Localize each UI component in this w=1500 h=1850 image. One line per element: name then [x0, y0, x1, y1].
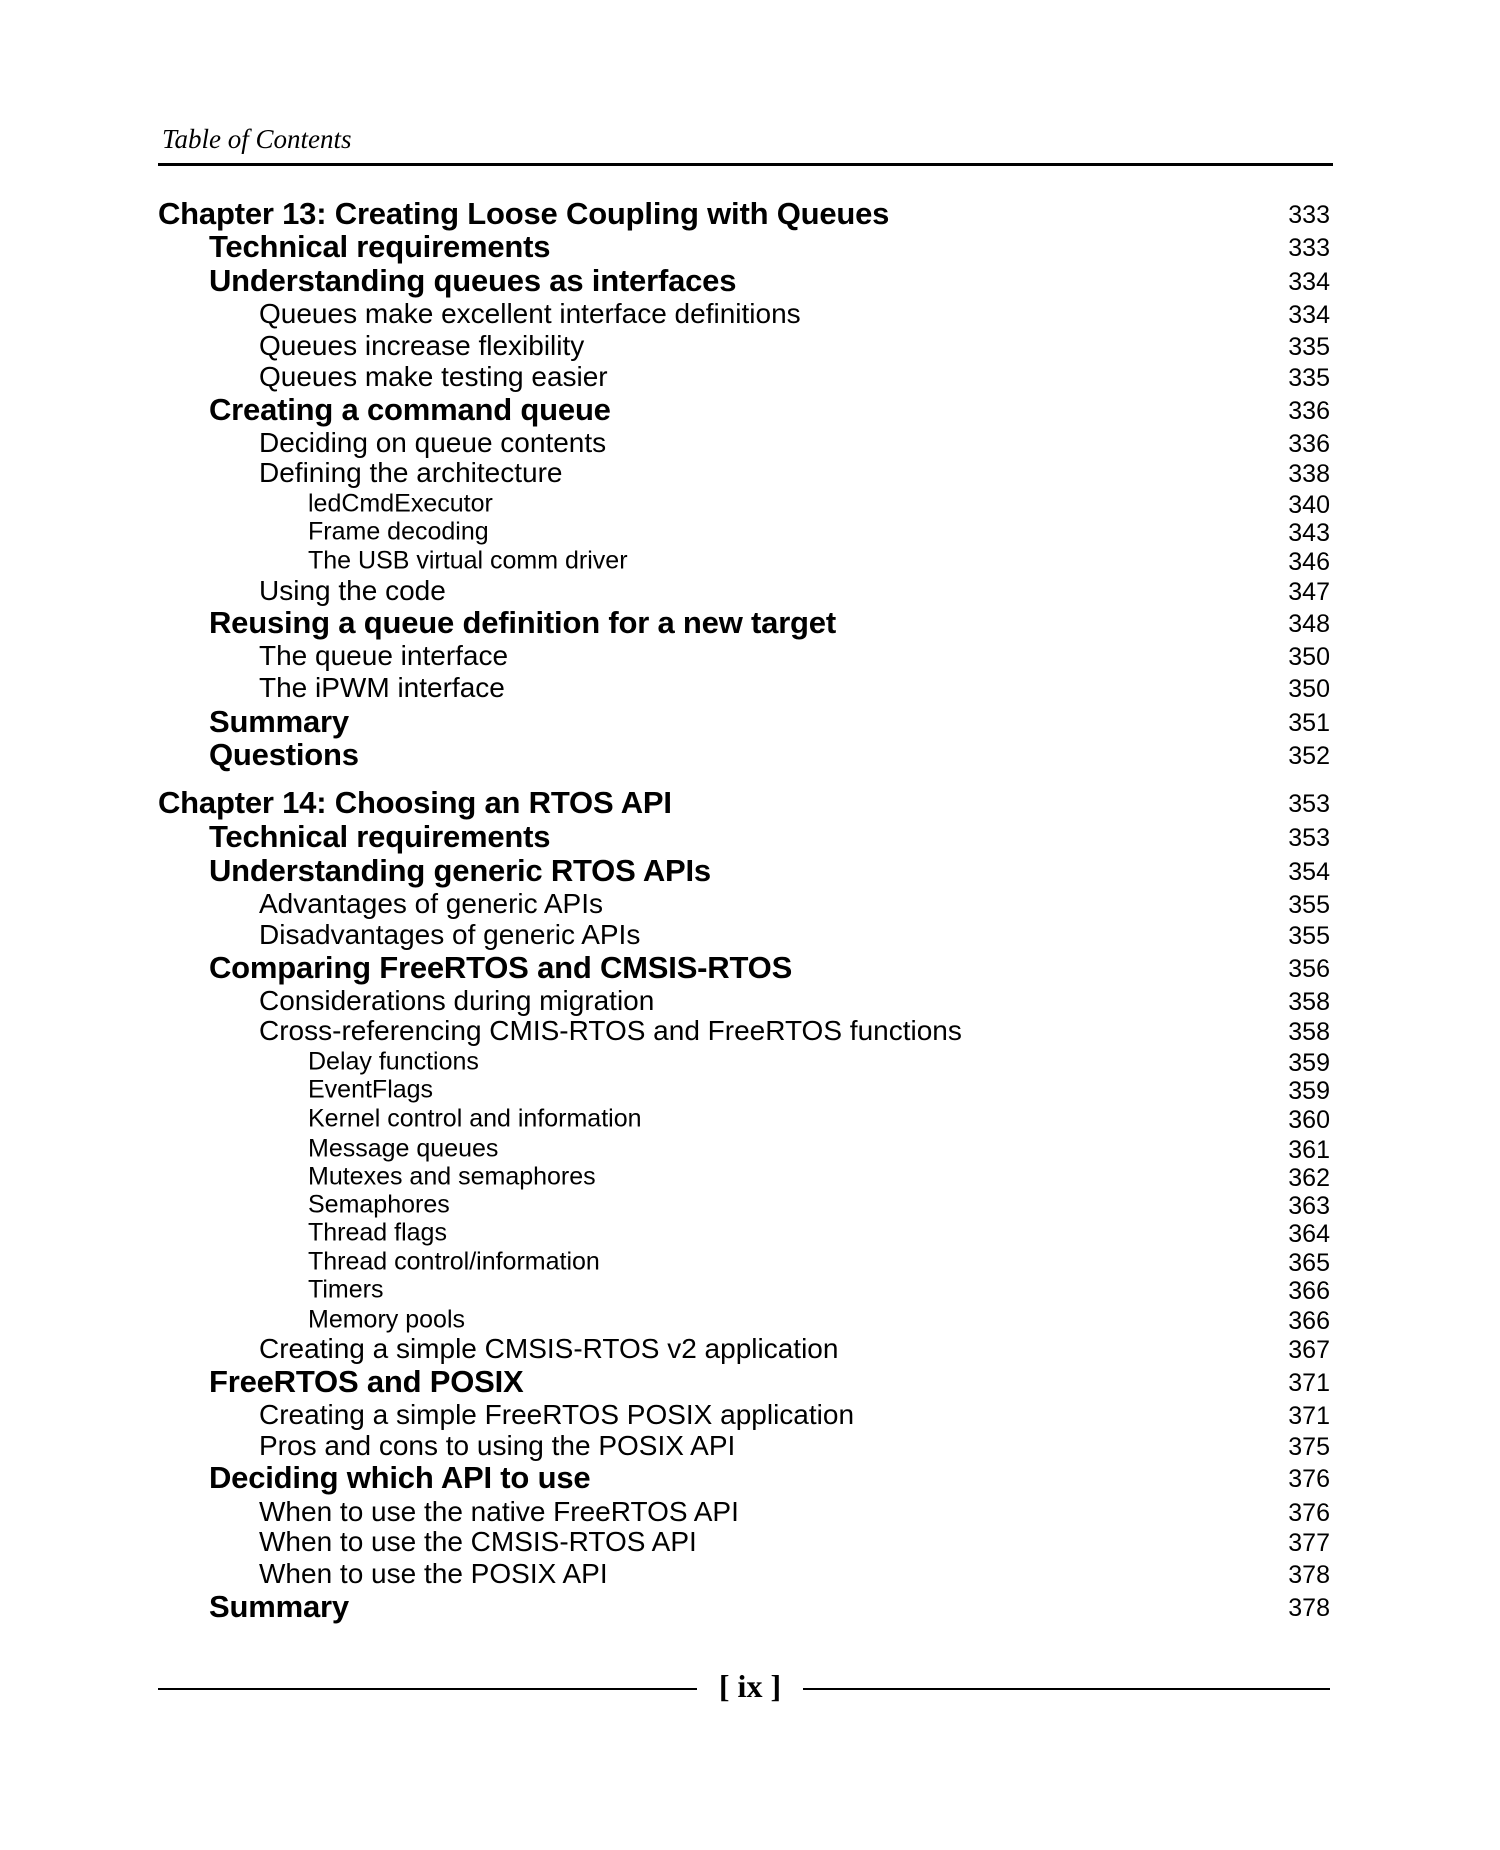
toc-entry-page[interactable]: 378: [1288, 1593, 1330, 1622]
toc-entry-page[interactable]: 353: [1288, 823, 1330, 852]
toc-entry-page[interactable]: 338: [1288, 459, 1330, 488]
toc-entry-title[interactable]: Thread flags: [308, 1218, 447, 1247]
toc-entry-page[interactable]: 352: [1288, 741, 1330, 770]
page-footer: [0, 1668, 1500, 1705]
toc-entry-title[interactable]: Queues make testing easier: [259, 361, 608, 392]
toc-entry-title[interactable]: When to use the POSIX API: [259, 1558, 608, 1589]
toc-entry-page[interactable]: 333: [1288, 233, 1330, 262]
toc-entry-title[interactable]: Chapter 14: Choosing an RTOS API: [158, 785, 672, 820]
toc-entry-page[interactable]: 362: [1288, 1163, 1330, 1192]
toc-entry-page[interactable]: 359: [1288, 1048, 1330, 1077]
toc-entry-page[interactable]: 367: [1288, 1335, 1330, 1364]
toc-entry-title[interactable]: EventFlags: [308, 1075, 434, 1104]
toc-entry-title[interactable]: Message queues: [308, 1134, 499, 1163]
header-rule: [158, 163, 1333, 166]
toc-entry-page[interactable]: 354: [1288, 857, 1330, 886]
toc-entry-page[interactable]: 365: [1288, 1248, 1330, 1277]
toc-entry-page[interactable]: 356: [1288, 954, 1330, 983]
toc-entry-page[interactable]: 336: [1288, 396, 1330, 425]
toc-entry-title[interactable]: Summary: [209, 1589, 349, 1624]
toc-entry-title[interactable]: Understanding queues as interfaces: [209, 263, 737, 298]
toc-entry-title[interactable]: Deciding which API to use: [209, 1460, 591, 1495]
toc-entry-title[interactable]: When to use the native FreeRTOS API: [259, 1496, 739, 1527]
toc-entry-title[interactable]: Summary: [209, 704, 349, 739]
toc-entry-title[interactable]: Reusing a queue definition for a new target: [209, 605, 836, 640]
toc-entry-page[interactable]: 355: [1288, 890, 1330, 919]
toc-entry-title[interactable]: Disadvantages of generic APIs: [259, 919, 641, 950]
toc-entry-title[interactable]: Queues increase flexibility: [259, 330, 585, 361]
toc-entry-title[interactable]: Technical requirements: [209, 229, 551, 264]
toc-entry-title[interactable]: Technical requirements: [209, 819, 551, 854]
toc-entry-title[interactable]: Creating a simple FreeRTOS POSIX application: [259, 1399, 855, 1430]
toc-entry-page[interactable]: 363: [1288, 1191, 1330, 1220]
toc-entry-title[interactable]: FreeRTOS and POSIX: [209, 1364, 524, 1399]
toc-entry-page[interactable]: 350: [1288, 674, 1330, 703]
toc-entry-title[interactable]: Thread control/information: [308, 1247, 600, 1276]
toc-entry-title[interactable]: Deciding on queue contents: [259, 427, 607, 458]
toc-entry-page[interactable]: 346: [1288, 547, 1330, 576]
toc-entry-page[interactable]: 361: [1288, 1135, 1330, 1164]
toc-entry-title[interactable]: Mutexes and semaphores: [308, 1162, 596, 1191]
toc-entry-page[interactable]: 377: [1288, 1528, 1330, 1557]
toc-entry-title[interactable]: Using the code: [259, 575, 446, 606]
toc-entry-title[interactable]: Queues make excellent interface definitions: [259, 298, 801, 329]
toc-entry-title[interactable]: Pros and cons to using the POSIX API: [259, 1430, 736, 1461]
toc-entry-page[interactable]: 371: [1288, 1401, 1330, 1430]
toc-entry-page[interactable]: 358: [1288, 987, 1330, 1016]
toc-entry-title[interactable]: Creating a command queue: [209, 392, 611, 427]
toc-entry-page[interactable]: 350: [1288, 642, 1330, 671]
toc-entry-title[interactable]: Questions: [209, 737, 359, 772]
toc-entry-page[interactable]: 375: [1288, 1432, 1330, 1461]
toc-entry-page[interactable]: 336: [1288, 429, 1330, 458]
toc-entry-title[interactable]: The queue interface: [259, 640, 509, 671]
toc-entry-title[interactable]: Considerations during migration: [259, 985, 655, 1016]
toc-entry-title[interactable]: Cross-referencing CMIS-RTOS and FreeRTOS functions: [259, 1015, 962, 1046]
toc-entry-page[interactable]: 335: [1288, 363, 1330, 392]
toc-entry-title[interactable]: Semaphores: [308, 1190, 450, 1219]
toc-entry-page[interactable]: 353: [1288, 789, 1330, 818]
toc-entry-title[interactable]: The iPWM interface: [259, 672, 505, 703]
toc-entry-page[interactable]: 335: [1288, 332, 1330, 361]
toc-entry-title[interactable]: Memory pools: [308, 1305, 465, 1334]
toc-entry-title[interactable]: Delay functions: [308, 1047, 479, 1076]
toc-entry-title[interactable]: Timers: [308, 1275, 384, 1304]
toc-entry-title[interactable]: Kernel control and information: [308, 1104, 642, 1133]
toc-entry-title[interactable]: The USB virtual comm driver: [308, 546, 628, 575]
toc-entry-title[interactable]: Defining the architecture: [259, 457, 563, 488]
running-header: Table of Contents: [162, 124, 352, 154]
toc-entry-page[interactable]: 376: [1288, 1498, 1330, 1527]
toc-entry-title[interactable]: ledCmdExecutor: [308, 489, 493, 518]
toc-entry-page[interactable]: 376: [1288, 1464, 1330, 1493]
toc-entry-page[interactable]: 334: [1288, 267, 1330, 296]
toc-entry-page[interactable]: 360: [1288, 1105, 1330, 1134]
toc-entry-title[interactable]: Frame decoding: [308, 517, 489, 546]
toc-entry-page[interactable]: 371: [1288, 1368, 1330, 1397]
toc-entry-page[interactable]: 348: [1288, 609, 1330, 638]
toc-entry-page[interactable]: 347: [1288, 577, 1330, 606]
toc-entry-title[interactable]: Understanding generic RTOS APIs: [209, 853, 711, 888]
toc-entry-title[interactable]: Advantages of generic APIs: [259, 888, 603, 919]
toc-entry-page[interactable]: 364: [1288, 1219, 1330, 1248]
toc-entry-page[interactable]: 355: [1288, 921, 1330, 950]
toc-entry-page[interactable]: 366: [1288, 1276, 1330, 1305]
toc-entry-page[interactable]: 366: [1288, 1306, 1330, 1335]
page-number: [ ix ]: [697, 1668, 803, 1704]
toc-entry-title[interactable]: Chapter 13: Creating Loose Coupling with Queues: [158, 196, 890, 231]
toc-entry-page[interactable]: 340: [1288, 490, 1330, 519]
toc-entry-title[interactable]: Creating a simple CMSIS-RTOS v2 application: [259, 1333, 839, 1364]
toc-entry-page[interactable]: 333: [1288, 200, 1330, 229]
toc-entry-title[interactable]: Comparing FreeRTOS and CMSIS-RTOS: [209, 950, 793, 985]
toc-entry-page[interactable]: 358: [1288, 1017, 1330, 1046]
toc-entry-page[interactable]: 378: [1288, 1560, 1330, 1589]
toc-entry-page[interactable]: 359: [1288, 1076, 1330, 1105]
toc-entry-page[interactable]: 343: [1288, 518, 1330, 547]
toc-entry-title[interactable]: When to use the CMSIS-RTOS API: [259, 1526, 697, 1557]
toc-entry-page[interactable]: 351: [1288, 708, 1330, 737]
toc-entry-page[interactable]: 334: [1288, 300, 1330, 329]
